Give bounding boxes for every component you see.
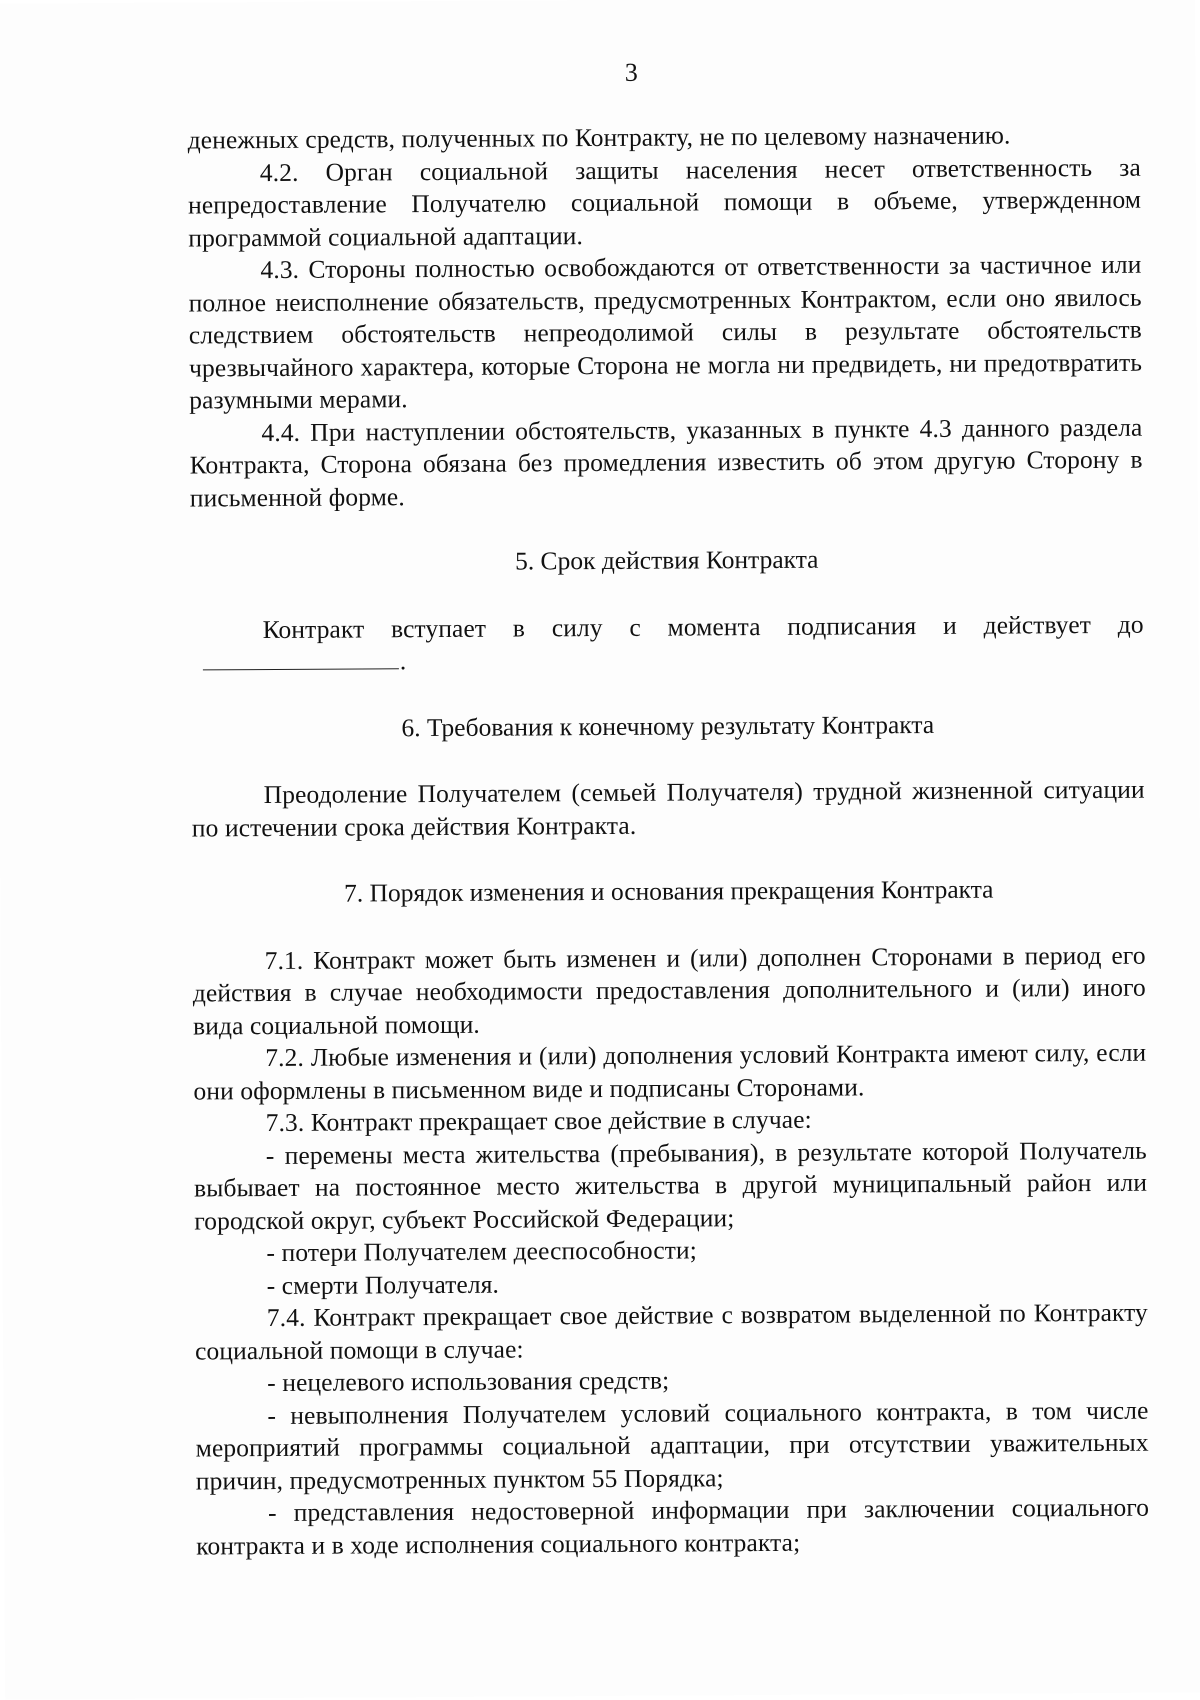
section-5-text bbox=[191, 608, 1144, 679]
list-item: - смерти Получателя. bbox=[266, 1269, 500, 1300]
page-number: 3 bbox=[624, 57, 638, 87]
section-5-text-body: Контракт вступает в силу с момента подписания и действует до bbox=[262, 609, 1144, 644]
list-item: - перемены места жительства (пребывания), в результате которой Получатель выбывает на постоянное место жительства в другой муниципальный район или городской округ, субъект Российской Федерации; bbox=[193, 1135, 1148, 1235]
section-6-text: Преодоление Получателем (семьей Получателя) трудной жизненной ситуации по истечении срока действия Контракта. bbox=[191, 774, 1145, 842]
section-5-heading: 5. Срок действия Контракта bbox=[514, 544, 819, 576]
paragraph-7-2: 7.2. Любые изменения и (или) дополнения условий Контракта имеют силу, если они оформлены в письменном виде и подписаны Сторонами. bbox=[193, 1037, 1147, 1105]
paragraph-4-1-end: денежных средств, полученных по Контракту, не по целевому назначению. bbox=[187, 120, 1011, 155]
section-6-heading: 6. Требования к конечному результату Контракта bbox=[401, 709, 935, 742]
paragraph-4-3: 4.3. Стороны полностью освобождаются от ответственности за частичное или полное неисполнение обязательств, предусмотренных Контрактом, если оно явилось следствием обстоятельств непреодолимой силы в результате обстоятельств чрезвычайного характера, которые Сторона не могла ни предвидеть, ни предотвратить разумными мерами. bbox=[188, 249, 1143, 415]
list-item: - невыполнения Получателем условий социального контракта, в том числе мероприятий программы социальной адаптации, при отсутствии уважительных причин, предусмотренных пунктом 55 Порядка; bbox=[195, 1395, 1149, 1495]
list-item: - представления недостоверной информации при заключении социального контракта и в ходе исполнения социального контракта; bbox=[196, 1492, 1150, 1560]
list-item: - нецелевого использования средств; bbox=[267, 1365, 670, 1398]
date-blank-line bbox=[203, 646, 399, 670]
paragraph-4-4: 4.4. При наступлении обстоятельств, указанных в пункте 4.3 данного раздела Контракта, Сторона обязана без промедления известить об этом другую Сторону в письменной форме. bbox=[189, 412, 1143, 512]
paragraph-4-2: 4.2. Орган социальной защиты населения несет ответственность за непредоставление Получателю социальной помощи в объеме, утвержденном программой социальной адаптации. bbox=[187, 152, 1142, 253]
document-body bbox=[188, 119, 1150, 1563]
list-item: - потери Получателем дееспособности; bbox=[266, 1235, 697, 1268]
paragraph-7-1: 7.1. Контракт может быть изменен и (или) дополнен Сторонами в период его действия в случае необходимости предоставления дополнительного и (или) иного вида социальной помощи. bbox=[192, 940, 1146, 1040]
section-7-heading: 7. Порядок изменения и основания прекращения Контракта bbox=[343, 874, 994, 908]
blank-end-dot: . bbox=[399, 646, 407, 676]
paragraph-7-3: 7.3. Контракт прекращает свое действие в случае: bbox=[265, 1104, 812, 1138]
paragraph-7-4: 7.4. Контракт прекращает свое действие с возвратом выделенной по Контракту социальной помощи в случае: bbox=[194, 1297, 1148, 1365]
